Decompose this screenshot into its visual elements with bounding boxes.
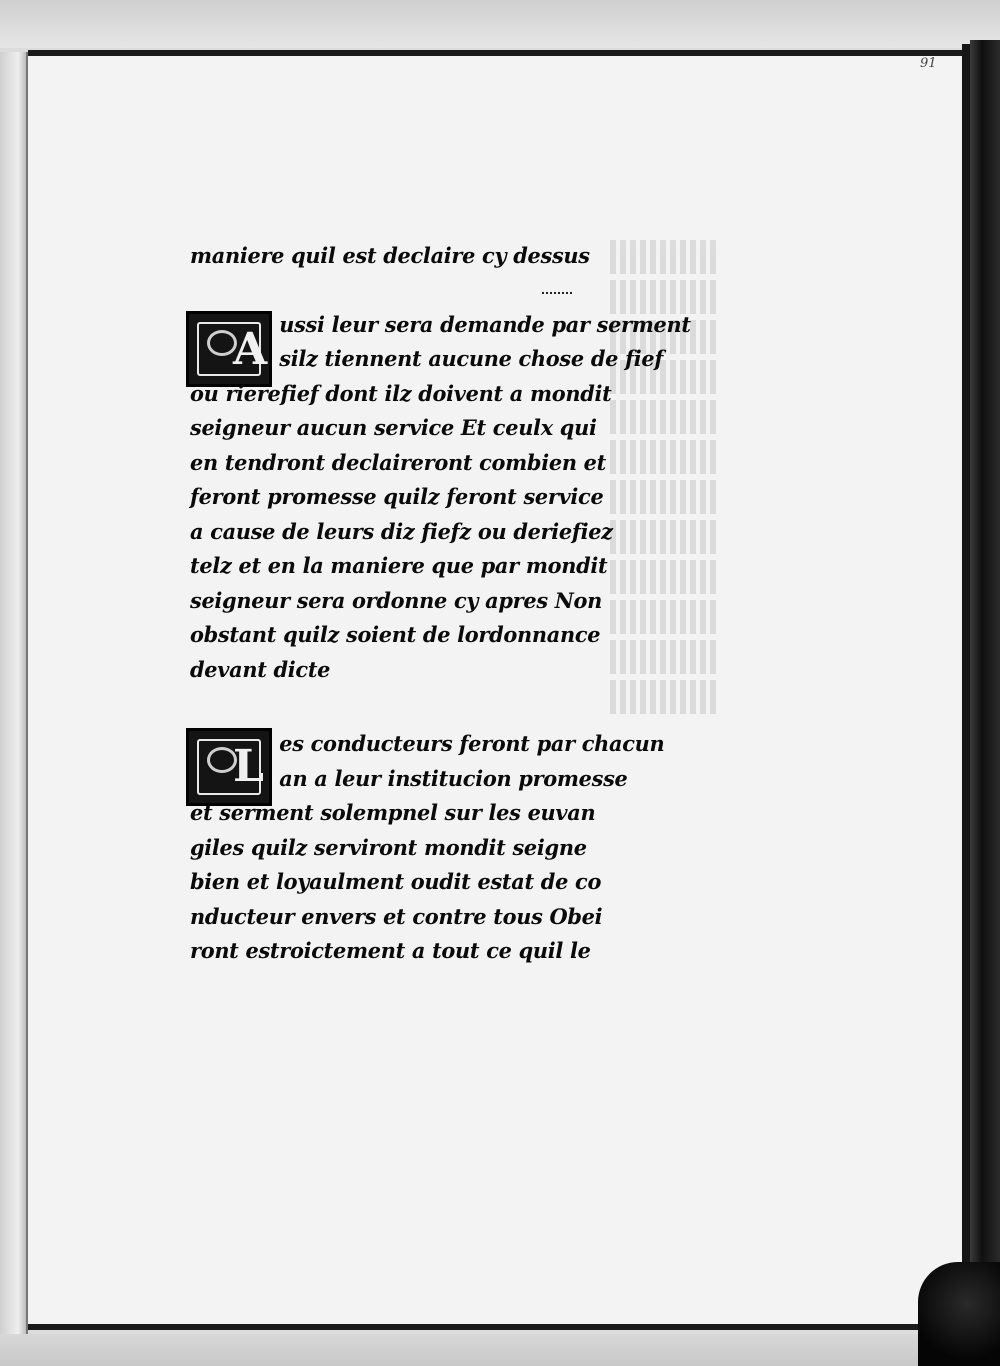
page-edge-right bbox=[962, 44, 970, 1334]
drop-capital-letter: L bbox=[233, 741, 264, 792]
line-filler-mark bbox=[542, 292, 572, 300]
text-line: maniere quil est declaire cy dessus bbox=[190, 244, 590, 269]
text-line: feront promesse quilz feront service bbox=[190, 485, 604, 510]
text-line: ou rierefief dont ilz doivent a mondit bbox=[190, 381, 612, 407]
text-line: nducteur envers et contre tous Obei bbox=[190, 904, 603, 930]
text-line: telz et en la maniere que par mondit bbox=[190, 554, 608, 579]
text-line: ront estroictement a tout ce quil le bbox=[190, 939, 591, 964]
facing-page-edge bbox=[0, 52, 28, 1334]
binding-edge bbox=[970, 40, 1000, 1340]
text-line: silz tiennent aucune chose de fief bbox=[279, 347, 664, 372]
text-block bbox=[190, 240, 720, 970]
text-line: devant dicte bbox=[190, 657, 331, 683]
scanner-thumb-shadow bbox=[918, 1262, 1000, 1366]
text-line: an a leur institucion promesse bbox=[279, 766, 628, 792]
text-line: et serment solempnel sur les euvan bbox=[190, 801, 596, 826]
text-line: seigneur sera ordonne cy apres Non bbox=[190, 588, 603, 614]
text-line: bien et loyaulment oudit estat de co bbox=[190, 870, 602, 895]
text-line: obstant quilz soient de lordonnance bbox=[190, 623, 601, 648]
text-line: en tendront declaireront combien et bbox=[190, 450, 607, 476]
text-line: es conducteurs feront par chacun bbox=[279, 732, 665, 757]
text-line: a cause de leurs diz fiefz ou deriefiez bbox=[190, 519, 613, 545]
folio-number: 91 bbox=[920, 56, 937, 71]
text-line: ussi leur sera demande par serment bbox=[279, 312, 691, 338]
paragraph-2 bbox=[190, 728, 720, 970]
text-line: giles quilz serviront mondit seigne bbox=[190, 835, 587, 861]
paragraph-1 bbox=[190, 309, 720, 689]
text-line: seigneur aucun service Et ceulx qui bbox=[190, 416, 597, 441]
drop-capital-letter: A bbox=[233, 323, 268, 375]
scan-top-margin bbox=[0, 0, 1000, 48]
scan-bottom-margin bbox=[0, 1334, 1000, 1366]
